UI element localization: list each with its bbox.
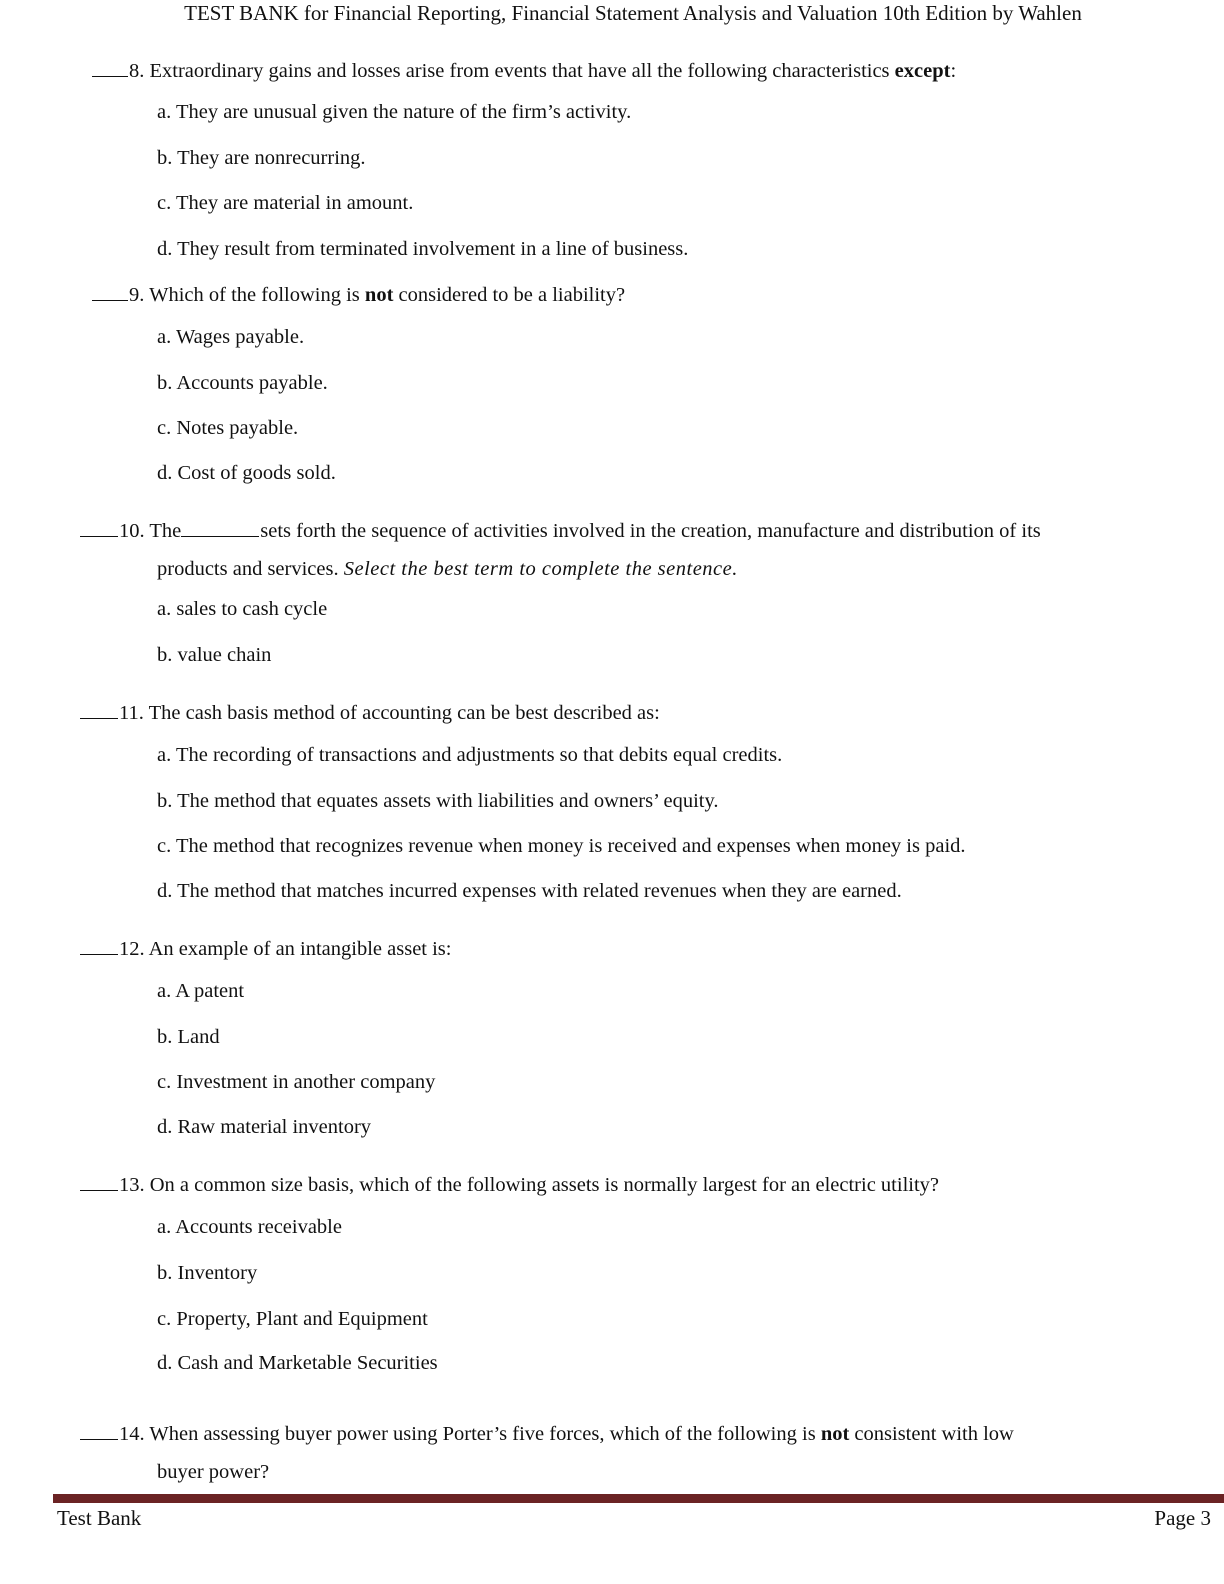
answer-blank[interactable] xyxy=(92,299,128,301)
option-9a: a. Wages payable. xyxy=(157,326,305,348)
option-13b: b. Inventory xyxy=(157,1262,258,1284)
question-14: 14. When assessing buyer power using Porter’s five forces, which of the following is not consistent with low xyxy=(80,1422,1014,1446)
question-number: 10. xyxy=(119,520,145,542)
question-8: 8. Extraordinary gains and losses arise from events that have all the following characteristics except: xyxy=(92,59,956,83)
page-number: Page 3 xyxy=(1154,1506,1211,1530)
footer-label: Test Bank xyxy=(57,1506,142,1530)
option-10b: b. value chain xyxy=(157,644,272,666)
footer-divider xyxy=(53,1494,1224,1503)
option-12a: a. A patent xyxy=(157,980,245,1002)
answer-blank[interactable] xyxy=(80,717,118,719)
question-10: 10. The sets forth the sequence of activities involved in the creation, manufacture and distribution of its xyxy=(80,519,1041,543)
option-13d: d. Cash and Marketable Securities xyxy=(157,1352,438,1374)
option-10a: a. sales to cash cycle xyxy=(157,598,328,620)
question-number: 14. xyxy=(119,1423,145,1445)
option-8c: c. They are material in amount. xyxy=(157,192,414,214)
option-13a: a. Accounts receivable xyxy=(157,1216,342,1238)
question-10-continuation: products and services. Select the best term to complete the sentence. xyxy=(157,558,738,580)
question-number: 12. xyxy=(119,938,145,960)
question-14-continuation: buyer power? xyxy=(157,1461,270,1483)
question-number: 13. xyxy=(119,1174,145,1196)
option-8b: b. They are nonrecurring. xyxy=(157,147,366,169)
option-11a: a. The recording of transactions and adjustments so that debits equal credits. xyxy=(157,744,783,766)
option-8a: a. They are unusual given the nature of the firm’s activity. xyxy=(157,101,632,123)
option-9c: c. Notes payable. xyxy=(157,417,299,439)
answer-blank[interactable] xyxy=(80,1189,118,1191)
option-9b: b. Accounts payable. xyxy=(157,372,328,394)
instruction-text: Select the best term to complete the sentence. xyxy=(343,558,738,580)
question-11: 11. The cash basis method of accounting can be best described as: xyxy=(80,701,660,725)
option-12d: d. Raw material inventory xyxy=(157,1116,372,1138)
option-13c: c. Property, Plant and Equipment xyxy=(157,1308,428,1330)
fill-in-blank[interactable] xyxy=(181,535,259,537)
answer-blank[interactable] xyxy=(80,1438,118,1440)
option-8d: d. They result from terminated involvement in a line of business. xyxy=(157,238,689,260)
option-11c: c. The method that recognizes revenue when money is received and expenses when money is paid. xyxy=(157,835,966,857)
question-12: 12. An example of an intangible asset is: xyxy=(80,937,451,961)
page-header-title: TEST BANK for Financial Reporting, Financial Statement Analysis and Valuation 10th Edition by Wahlen xyxy=(184,1,1082,25)
question-number: 11. xyxy=(119,702,144,724)
option-12b: b. Land xyxy=(157,1026,220,1048)
option-11d: d. The method that matches incurred expenses with related revenues when they are earned. xyxy=(157,880,902,902)
option-11b: b. The method that equates assets with liabilities and owners’ equity. xyxy=(157,790,719,812)
answer-blank[interactable] xyxy=(92,75,128,77)
question-13: 13. On a common size basis, which of the following assets is normally largest for an electric utility? xyxy=(80,1173,939,1197)
question-9: 9. Which of the following is not considered to be a liability? xyxy=(92,283,625,307)
question-number: 8. xyxy=(129,60,145,82)
option-9d: d. Cost of goods sold. xyxy=(157,462,336,484)
question-number: 9. xyxy=(129,284,145,306)
answer-blank[interactable] xyxy=(80,535,118,537)
answer-blank[interactable] xyxy=(80,953,118,955)
option-12c: c. Investment in another company xyxy=(157,1071,436,1093)
